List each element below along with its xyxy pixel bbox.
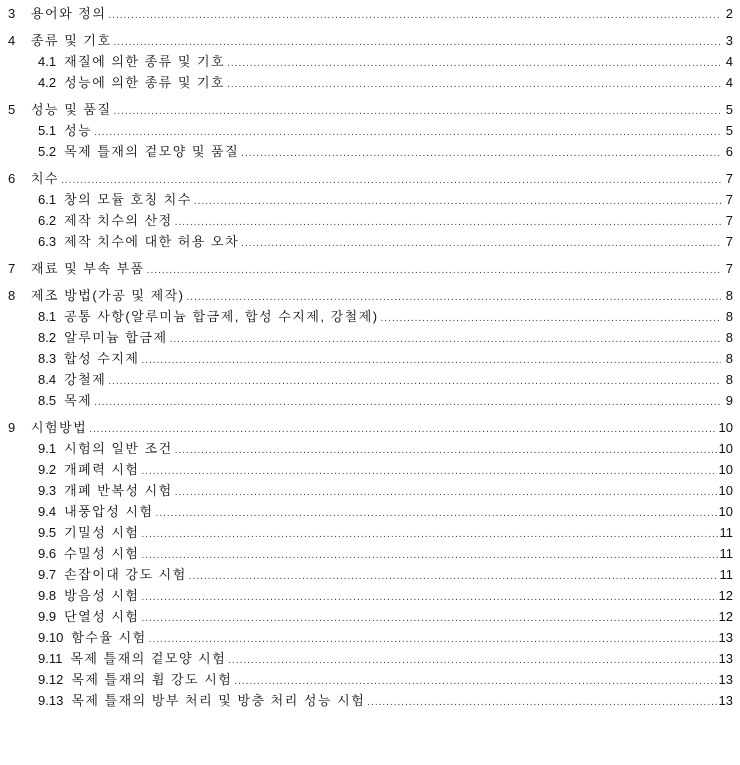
toc-section-entry[interactable]: [0, 285, 740, 306]
toc-subsection-entry[interactable]: [0, 459, 740, 480]
toc-subsection-entry[interactable]: [0, 210, 740, 231]
page-number: 13: [718, 672, 733, 687]
section-number: 4.1: [38, 54, 57, 69]
section-title: 성능에 의한 종류 및 기호: [64, 75, 226, 90]
section-number: 3: [8, 6, 16, 21]
section-title: 목제: [64, 393, 93, 408]
page-number: 8: [725, 372, 733, 387]
toc-subsection-entry[interactable]: [0, 522, 740, 543]
page-number: 4: [725, 75, 733, 90]
section-title: 단열성 시험: [64, 609, 140, 624]
page-number: 8: [725, 309, 733, 324]
toc-section-entry[interactable]: [0, 99, 740, 120]
toc-subsection-entry[interactable]: [0, 231, 740, 252]
toc-subsection-entry[interactable]: [0, 648, 740, 669]
section-number: 9.9: [38, 609, 57, 624]
toc-subsection-entry[interactable]: [0, 480, 740, 501]
dot-leader: [89, 419, 716, 440]
dot-leader: [94, 392, 721, 413]
section-number: 5.2: [38, 144, 57, 159]
dot-leader: [149, 629, 717, 650]
page-number: 11: [719, 546, 733, 561]
section-title: 수밀성 시험: [64, 546, 140, 561]
section-title: 시험의 일반 조건: [64, 441, 173, 456]
section-number: 6: [8, 171, 16, 186]
page-number: 2: [725, 6, 733, 21]
section-number: 9.12: [38, 672, 64, 687]
page-number: 5: [725, 123, 733, 138]
page-number: 4: [725, 54, 733, 69]
page-number: 10: [718, 462, 733, 477]
dot-leader: [194, 191, 721, 212]
toc-subsection-entry[interactable]: [0, 141, 740, 162]
dot-leader: [156, 503, 717, 524]
dot-leader: [141, 608, 716, 629]
section-number: 8.3: [38, 351, 57, 366]
section-number: 9.7: [38, 567, 57, 582]
toc-subsection-entry[interactable]: [0, 669, 740, 690]
toc-section-entry[interactable]: [0, 30, 740, 51]
section-title: 손잡이대 강도 시험: [64, 567, 187, 582]
section-title: 목제 틀재의 방부 처리 및 방충 처리 성능 시험: [71, 693, 366, 708]
toc-subsection-entry[interactable]: [0, 327, 740, 348]
section-number: 9.10: [38, 630, 64, 645]
section-number: 9.13: [38, 693, 64, 708]
page-number: 7: [725, 234, 733, 249]
page-number: 10: [718, 441, 733, 456]
page-number: 7: [725, 213, 733, 228]
section-number: 8.4: [38, 372, 57, 387]
toc-subsection-entry[interactable]: [0, 543, 740, 564]
section-number: 6.1: [38, 192, 57, 207]
page-number: 10: [718, 420, 733, 435]
dot-leader: [94, 122, 721, 143]
toc-subsection-entry[interactable]: [0, 120, 740, 141]
page-number: 9: [725, 393, 733, 408]
page-number: 7: [725, 261, 733, 276]
dot-leader: [227, 74, 721, 95]
section-title: 개폐 반복성 시험: [64, 483, 173, 498]
page-number: 12: [718, 588, 733, 603]
section-title: 목제 틀재의 휨 강도 시험: [71, 672, 233, 687]
page-number: 8: [725, 330, 733, 345]
section-title: 시험방법: [31, 420, 88, 435]
section-number: 9.3: [38, 483, 57, 498]
toc-section-entry[interactable]: [0, 258, 740, 279]
dot-leader: [187, 287, 721, 308]
section-title: 합성 수지제: [64, 351, 140, 366]
toc-section-entry[interactable]: [0, 417, 740, 438]
section-number: 4: [8, 33, 16, 48]
dot-leader: [175, 212, 721, 233]
toc-subsection-entry[interactable]: [0, 690, 740, 711]
dot-leader: [141, 524, 717, 545]
dot-leader: [381, 308, 721, 329]
dot-leader: [189, 566, 718, 587]
section-number: 9.6: [38, 546, 57, 561]
section-title: 성능: [64, 123, 93, 138]
toc-subsection-entry[interactable]: [0, 306, 740, 327]
page-number: 3: [725, 33, 733, 48]
dot-leader: [234, 671, 716, 692]
page-number: 10: [718, 504, 733, 519]
section-number: 5.1: [38, 123, 57, 138]
page-number: 13: [718, 651, 733, 666]
toc-subsection-entry[interactable]: [0, 438, 740, 459]
toc-subsection-entry[interactable]: [0, 189, 740, 210]
section-title: 재질에 의한 종류 및 기호: [64, 54, 226, 69]
section-title: 목제 틀재의 겉모양 및 품질: [64, 144, 240, 159]
page-number: 12: [718, 609, 733, 624]
dot-leader: [367, 692, 716, 713]
dot-leader: [241, 233, 721, 254]
dot-leader: [141, 587, 716, 608]
section-title: 제작 치수의 산정: [64, 213, 173, 228]
toc-subsection-entry[interactable]: [0, 585, 740, 606]
dot-leader: [141, 461, 716, 482]
toc-section-entry[interactable]: [0, 168, 740, 189]
section-title: 내풍압성 시험: [64, 504, 154, 519]
section-title: 목제 틀재의 겉모양 시험: [70, 651, 227, 666]
page-number: 13: [718, 693, 733, 708]
section-number: 5: [8, 102, 16, 117]
page-number: 11: [719, 567, 733, 582]
section-number: 8.2: [38, 330, 57, 345]
section-number: 9.8: [38, 588, 57, 603]
dot-leader: [108, 5, 721, 26]
section-title: 방음성 시험: [64, 588, 140, 603]
dot-leader: [108, 371, 721, 392]
dot-leader: [170, 329, 721, 350]
toc-subsection-entry[interactable]: [0, 390, 740, 411]
section-title: 치수: [31, 171, 60, 186]
section-title: 용어와 정의: [31, 6, 107, 21]
section-number: 9.1: [38, 441, 57, 456]
dot-leader: [175, 440, 717, 461]
section-number: 9.11: [38, 651, 63, 666]
page-number: 5: [725, 102, 733, 117]
page-number: 8: [725, 351, 733, 366]
section-title: 창의 모듈 호칭 치수: [64, 192, 192, 207]
section-number: 4.2: [38, 75, 57, 90]
dot-leader: [141, 545, 717, 566]
section-number: 9.2: [38, 462, 57, 477]
section-number: 9.5: [38, 525, 57, 540]
section-title: 알루미늄 합금제: [64, 330, 168, 345]
dot-leader: [228, 650, 716, 671]
section-number: 8.5: [38, 393, 57, 408]
page-number: 10: [718, 483, 733, 498]
dot-leader: [241, 143, 721, 164]
section-title: 함수율 시험: [71, 630, 147, 645]
section-title: 제조 방법(가공 및 제작): [31, 288, 185, 303]
toc-subsection-entry[interactable]: [0, 72, 740, 93]
page-number: 7: [725, 192, 733, 207]
page-number: 6: [725, 144, 733, 159]
page-number: 13: [718, 630, 733, 645]
section-number: 6.3: [38, 234, 57, 249]
section-title: 강철제: [64, 372, 107, 387]
dot-leader: [175, 482, 717, 503]
toc-subsection-entry[interactable]: [0, 369, 740, 390]
toc-subsection-entry[interactable]: [0, 501, 740, 522]
dot-leader: [114, 32, 721, 53]
toc-subsection-entry[interactable]: [0, 564, 740, 585]
section-number: 7: [8, 261, 16, 276]
dot-leader: [147, 260, 721, 281]
section-title: 개폐력 시험: [64, 462, 140, 477]
section-number: 8: [8, 288, 16, 303]
section-number: 9.4: [38, 504, 57, 519]
toc-subsection-entry[interactable]: [0, 627, 740, 648]
section-title: 종류 및 기호: [31, 33, 112, 48]
section-number: 6.2: [38, 213, 57, 228]
page-number: 7: [725, 171, 733, 186]
page-number: 11: [719, 525, 733, 540]
section-title: 공통 사항(알루미늄 합금제, 합성 수지제, 강철제): [64, 309, 379, 324]
section-number: 8.1: [38, 309, 57, 324]
dot-leader: [227, 53, 721, 74]
section-title: 성능 및 품질: [31, 102, 112, 117]
toc-subsection-entry[interactable]: [0, 348, 740, 369]
dot-leader: [114, 101, 721, 122]
dot-leader: [61, 170, 721, 191]
page-number: 8: [725, 288, 733, 303]
dot-leader: [141, 350, 721, 371]
toc-section-entry[interactable]: [0, 3, 740, 24]
toc-subsection-entry[interactable]: [0, 606, 740, 627]
section-title: 기밀성 시험: [64, 525, 140, 540]
toc-subsection-entry[interactable]: [0, 51, 740, 72]
section-number: 9: [8, 420, 16, 435]
section-title: 재료 및 부속 부품: [31, 261, 145, 276]
section-title: 제작 치수에 대한 허용 오차: [64, 234, 240, 249]
